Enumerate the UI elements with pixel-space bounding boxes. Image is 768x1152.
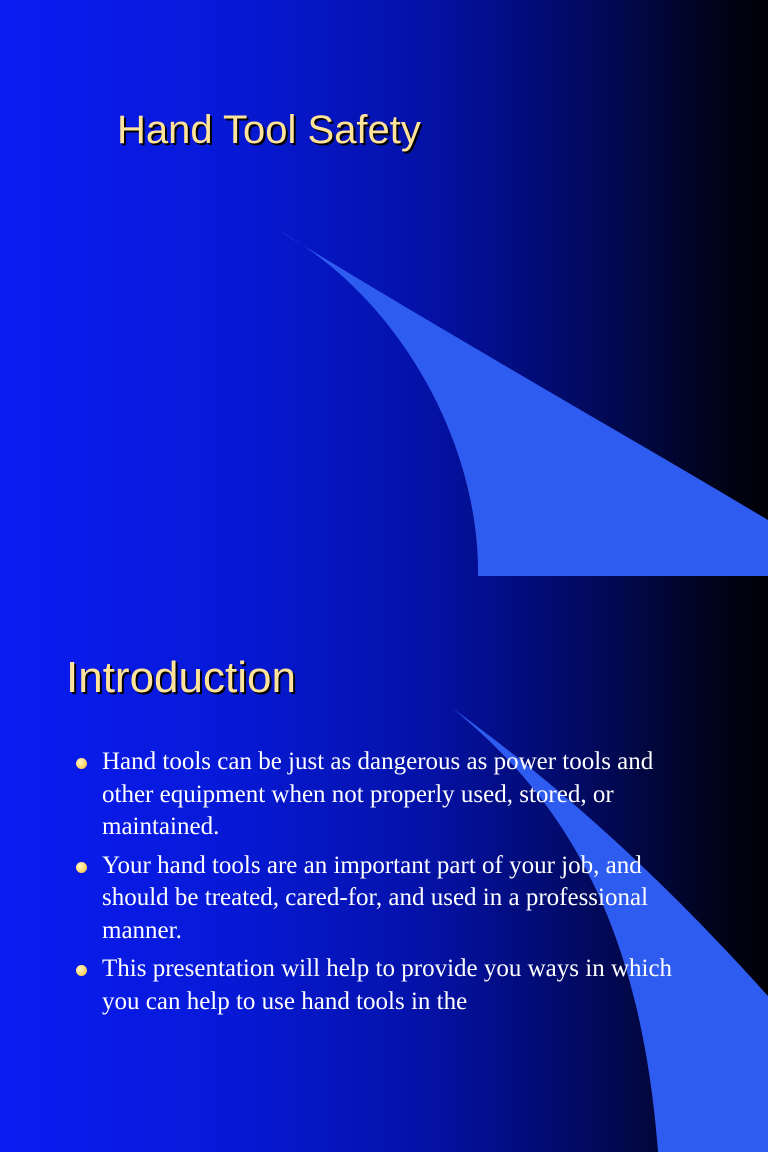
bullet-dot-icon [76,965,87,976]
bullet-item [72,850,692,948]
slide-heading: Introduction [66,653,296,702]
bullet-text: Hand tools can be just as dangerous as power tools and other equipment when not properly used, stored, or maintained. [102,748,654,840]
slide-introduction [0,576,768,1152]
bullet-text: This presentation will help to provide you ways in which you can help to use hand tools in the [102,955,673,1015]
bullet-list [72,746,692,1024]
bullet-dot-icon [76,758,87,769]
bullet-item [72,953,692,1018]
slide-title-heading: Hand Tool Safety [117,108,421,152]
bullet-text: Your hand tools are an important part of your job, and should be treated, cared-for, and used in a professional manner. [102,851,649,944]
bullet-item [72,746,692,844]
bullet-dot-icon [76,862,87,873]
